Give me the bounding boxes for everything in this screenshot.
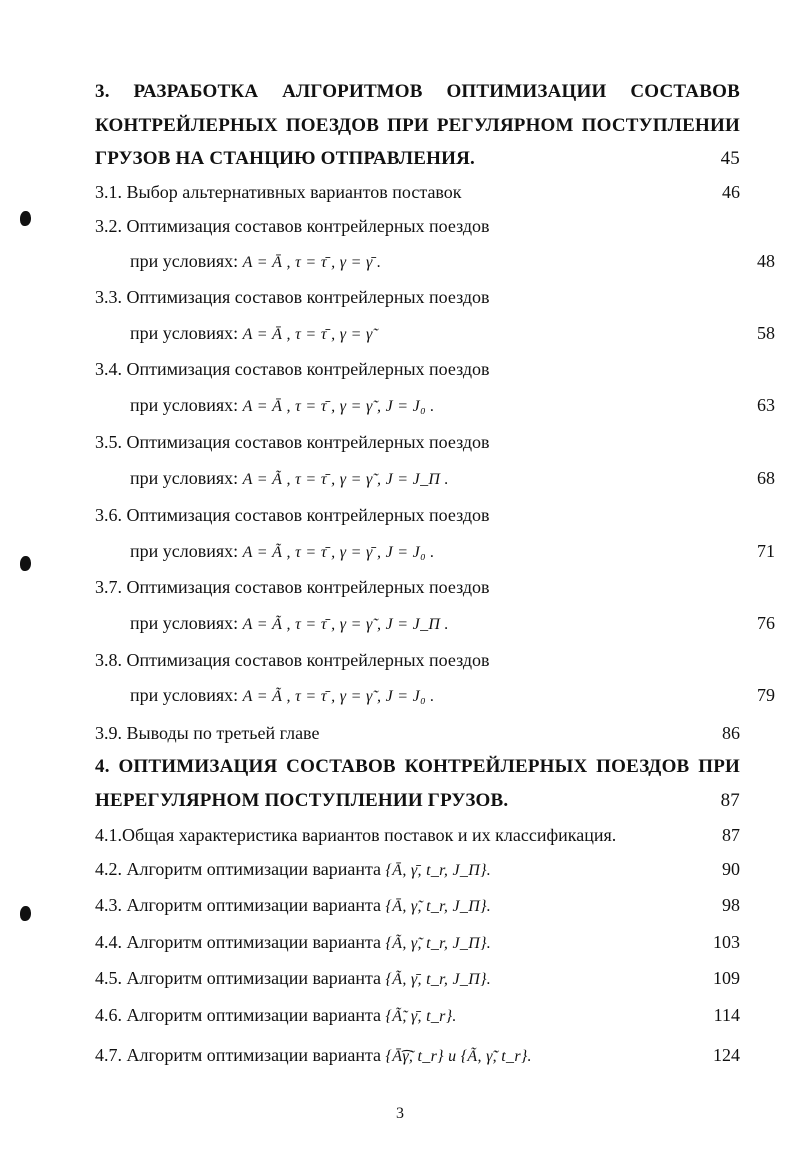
toc-entry-3-8-condition: [95, 683, 775, 709]
heading-word: ОПТИМИЗАЦИЯ: [118, 756, 278, 777]
variant-formula: {Ã, γ̄, t_r, J_П}.: [385, 971, 492, 988]
scan-punch-hole-mark: [20, 906, 31, 921]
heading-text: ГРУЗОВ НА СТАНЦИЮ ОТПРАВЛЕНИЯ.: [95, 148, 475, 169]
condition-formula: A = Ã , τ = τ̄ , γ = γ̃ , J = J_П .: [242, 616, 449, 633]
entry-title: 4.7. Алгоритм оптимизации варианта: [95, 1045, 382, 1065]
page-number: 68: [757, 468, 775, 488]
toc-entry-3-6-condition: [95, 539, 775, 565]
entry-title: 3.2. Оптимизация составов контрейлерных поездов: [95, 216, 490, 236]
toc-entry-3-2[interactable]: [95, 214, 740, 238]
heading-word: ПРИ: [387, 115, 429, 136]
heading-word: АЛГОРИТМОВ: [282, 81, 423, 102]
toc-entry-3-3-condition: [95, 321, 775, 347]
scan-punch-hole-mark: [20, 211, 31, 226]
variant-formula: {Ã̃, γ̄, t_r}.: [385, 1008, 457, 1025]
toc-entry-3-1[interactable]: [95, 180, 740, 204]
heading-word: 4.: [95, 756, 110, 777]
page-number: 79: [757, 685, 775, 705]
heading-word: КОНТРЕЙЛЕРНЫХ: [404, 756, 588, 777]
toc-entry-4-1[interactable]: [95, 823, 740, 847]
page-number: 87: [722, 825, 740, 845]
entry-title: 4.6. Алгоритм оптимизации варианта: [95, 1005, 382, 1025]
condition-label: при условиях:: [130, 251, 239, 271]
entry-title: 3.7. Оптимизация составов контрейлерных поездов: [95, 577, 490, 597]
variant-formula: {Ā, γ̃, t_r, J_П}.: [385, 898, 492, 915]
page-number: 58: [757, 323, 775, 343]
condition-formula: A = Ā , τ = τ̄ , γ = γ̃: [242, 326, 373, 343]
toc-entry-3-4-condition: [95, 393, 775, 419]
heading-word: ПРИ: [698, 756, 740, 777]
entry-title: 3.3. Оптимизация составов контрейлерных поездов: [95, 287, 490, 307]
page-number: 87: [720, 790, 740, 811]
page-number: 63: [757, 395, 775, 415]
condition-label: при условиях:: [130, 323, 239, 343]
toc-entry-4-2[interactable]: [95, 857, 740, 883]
chapter4-heading-line2: [95, 789, 740, 813]
heading-word: СОСТАВОВ: [630, 81, 740, 102]
page-number: 76: [757, 613, 775, 633]
toc-entry-3-7[interactable]: [95, 575, 740, 599]
heading-word: РАЗРАБОТКА: [133, 81, 259, 102]
condition-formula: A = Ã , τ = τ̄ , γ = γ̄ , J = J₀ .: [242, 544, 435, 561]
heading-word: ПОЕЗДОВ: [596, 756, 690, 777]
toc-entry-4-5[interactable]: [95, 966, 740, 992]
heading-word: РЕГУЛЯРНОМ: [436, 115, 574, 136]
entry-title: 3.6. Оптимизация составов контрейлерных поездов: [95, 505, 490, 525]
entry-title: 3.8. Оптимизация составов контрейлерных поездов: [95, 650, 490, 670]
heading-word: СОСТАВОВ: [286, 756, 396, 777]
heading-word: КОНТРЕЙЛЕРНЫХ: [95, 115, 278, 136]
page-number: 114: [713, 1005, 740, 1025]
toc-entry-4-4[interactable]: [95, 930, 740, 956]
heading-word: 3.: [95, 81, 110, 102]
condition-label: при условиях:: [130, 541, 239, 561]
page-number: 90: [722, 859, 740, 879]
page-number: 45: [720, 148, 740, 169]
toc-entry-3-5-condition: [95, 466, 775, 492]
toc-entry-3-3[interactable]: [95, 285, 740, 309]
toc-entry-3-6[interactable]: [95, 503, 740, 527]
toc-entry-3-4[interactable]: [95, 357, 740, 381]
entry-title: 4.3. Алгоритм оптимизации варианта: [95, 895, 382, 915]
heading-word: ПОСТУПЛЕНИИ: [581, 115, 740, 136]
entry-title: 3.1. Выбор альтернативных вариантов поставок: [95, 182, 462, 202]
chapter4-heading-line1: [95, 755, 740, 779]
page-folio: 3: [396, 1105, 404, 1122]
page-number: 48: [757, 251, 775, 271]
condition-label: при условиях:: [130, 395, 239, 415]
toc-entry-3-5[interactable]: [95, 430, 740, 454]
heading-word: ПОЕЗДОВ: [285, 115, 380, 136]
condition-formula: A = Ā , τ = τ̄ , γ = γ̃ , J = J₀ .: [242, 398, 435, 415]
toc-entry-3-7-condition: [95, 611, 775, 637]
scan-punch-hole-mark: [20, 556, 31, 571]
page-number: 109: [713, 968, 740, 988]
condition-formula: A = Ã , τ = τ̄ , γ = γ̃ , J = J₀ .: [242, 688, 435, 705]
page-number: 46: [722, 182, 740, 202]
chapter3-heading-line1: [95, 80, 740, 104]
entry-title: 4.2. Алгоритм оптимизации варианта: [95, 859, 382, 879]
heading-text: НЕРЕГУЛЯРНОМ ПОСТУПЛЕНИИ ГРУЗОВ.: [95, 790, 509, 811]
variant-formula: {Ā͡γ̃, t_r} и {Ã, γ̃̃, t_r}.: [385, 1048, 532, 1065]
entry-title: 3.5. Оптимизация составов контрейлерных поездов: [95, 432, 490, 452]
toc-entry-4-6[interactable]: [95, 1003, 740, 1029]
variant-formula: {Ã, γ̃, t_r, J_П}.: [385, 935, 492, 952]
condition-formula: A = Ā , τ = τ̄ , γ = γ̄ .: [242, 254, 382, 271]
page-number: 86: [722, 723, 740, 743]
entry-title: 4.1.Общая характеристика вариантов поставок и их классификация.: [95, 825, 617, 845]
toc-entry-4-3[interactable]: [95, 893, 740, 919]
condition-label: при условиях:: [130, 685, 239, 705]
entry-title: 3.9. Выводы по третьей главе: [95, 723, 320, 743]
toc-entry-3-2-condition: [95, 249, 775, 275]
page-number: 98: [722, 895, 740, 915]
toc-entry-4-7[interactable]: [95, 1043, 740, 1069]
condition-label: при условиях:: [130, 613, 239, 633]
page-number: 103: [713, 932, 740, 952]
toc-entry-3-8[interactable]: [95, 648, 740, 672]
entry-title: 3.4. Оптимизация составов контрейлерных поездов: [95, 359, 490, 379]
heading-word: ОПТИМИЗАЦИИ: [446, 81, 607, 102]
variant-formula: {Ā, γ̄, t_r, J_П}.: [385, 862, 492, 879]
chapter3-heading-line2: [95, 114, 740, 138]
toc-entry-3-9[interactable]: [95, 721, 740, 745]
condition-label: при условиях:: [130, 468, 239, 488]
chapter3-heading-line3: [95, 147, 740, 171]
condition-formula: A = Ã , τ = τ̄ , γ = γ̃ , J = J_П .: [242, 471, 449, 488]
page-number: 124: [713, 1045, 740, 1065]
page-number: 71: [757, 541, 775, 561]
entry-title: 4.4. Алгоритм оптимизации варианта: [95, 932, 382, 952]
entry-title: 4.5. Алгоритм оптимизации варианта: [95, 968, 382, 988]
